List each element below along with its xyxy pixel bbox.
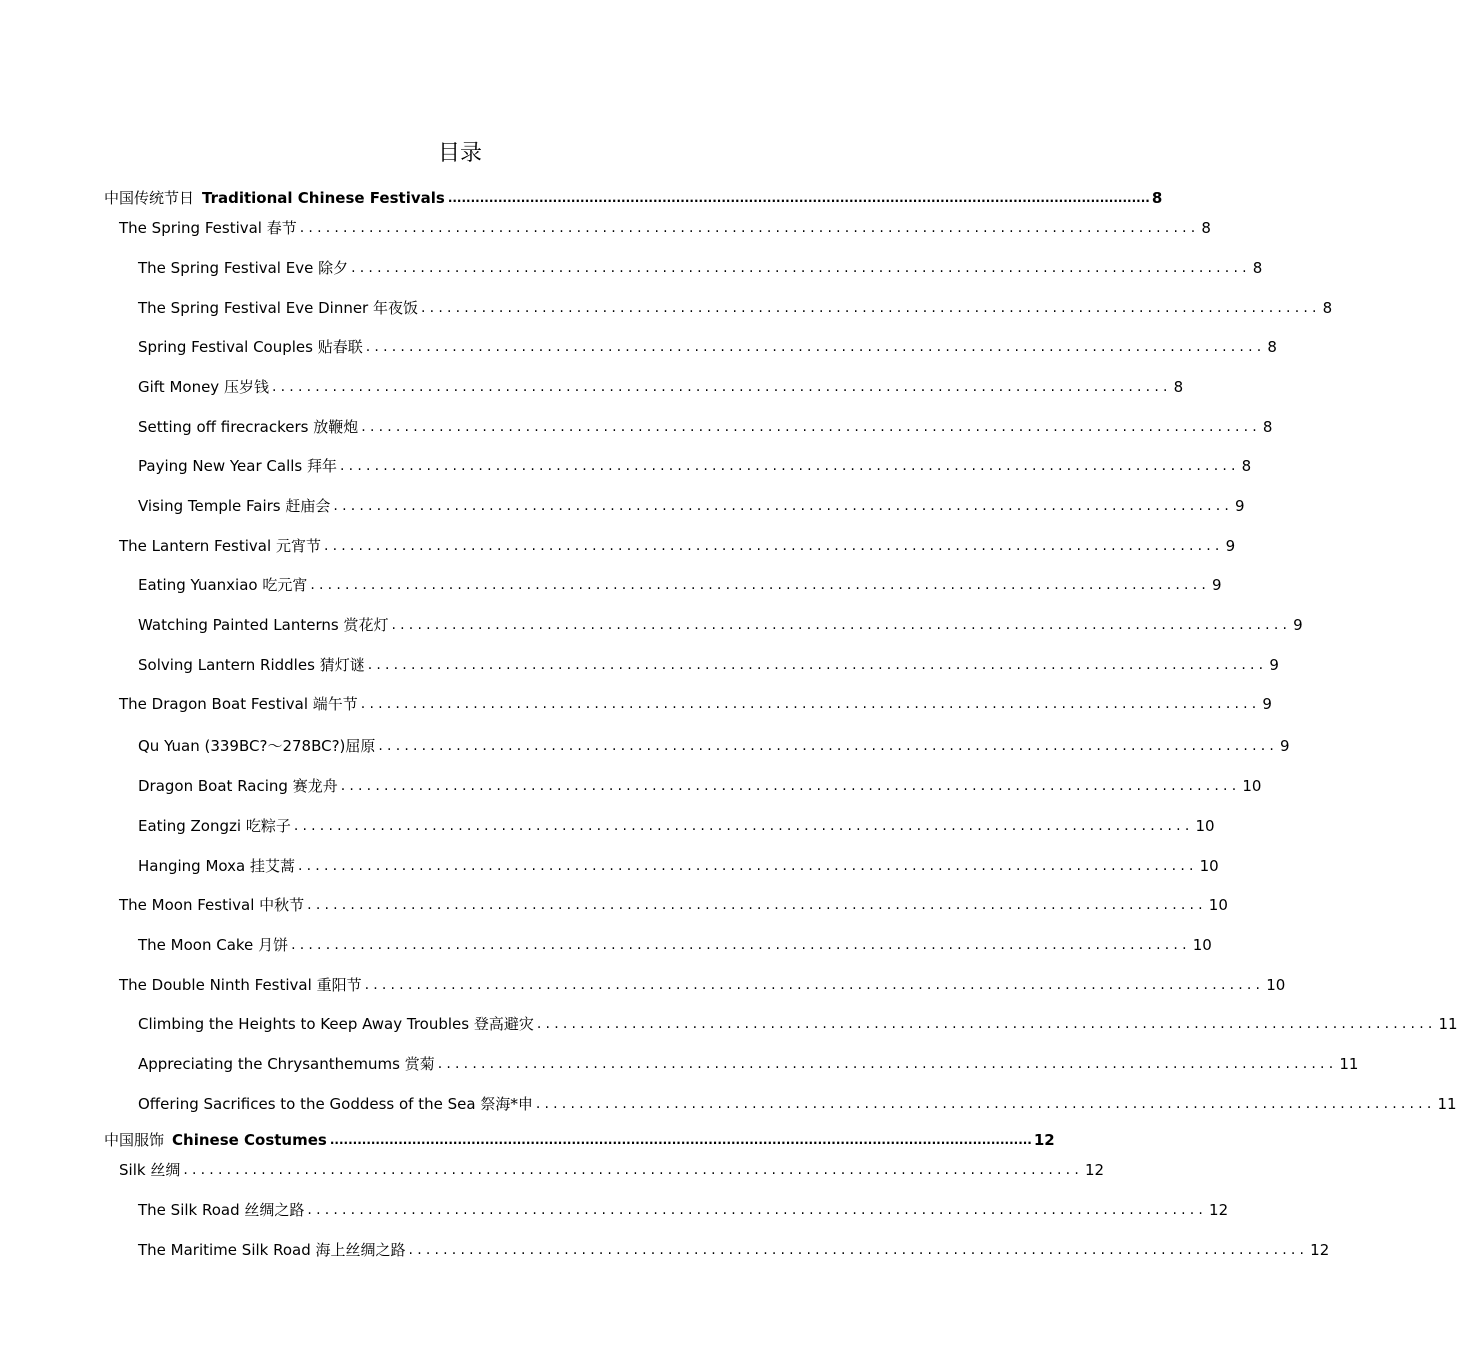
toc-entry-zh: 年夜饭 bbox=[373, 299, 419, 317]
toc-entry[interactable] bbox=[138, 494, 1245, 516]
toc-entry-zh: 吃粽子 bbox=[245, 817, 291, 835]
dot-leader: .......................................................................................................................................................... bbox=[329, 1133, 1032, 1147]
toc-entry[interactable] bbox=[138, 653, 1279, 675]
toc-entry-en: Eating Zongzi bbox=[138, 817, 242, 835]
toc-entry-page: 11 bbox=[1339, 1055, 1359, 1073]
dot-leader: ........................................................................................................ bbox=[291, 937, 1191, 953]
toc-entry-page: 10 bbox=[1242, 777, 1262, 795]
toc-entry-page: 8 bbox=[1151, 189, 1163, 207]
dot-leader: ........................................................................................................ bbox=[378, 738, 1279, 754]
toc-entry-zh: 挂艾蒿 bbox=[249, 857, 295, 875]
dot-leader: ........................................................................................................ bbox=[307, 1202, 1208, 1218]
toc-entry[interactable] bbox=[119, 973, 1286, 995]
toc-entry[interactable] bbox=[138, 933, 1212, 955]
toc-entry-page: 9 bbox=[1280, 737, 1290, 755]
toc-entry[interactable] bbox=[119, 1158, 1105, 1180]
toc-entry-page: 12 bbox=[1209, 1201, 1229, 1219]
dot-leader: ........................................................................................................ bbox=[307, 897, 1207, 913]
toc-entry-en: Hanging Moxa bbox=[138, 857, 246, 875]
dot-leader: ........................................................................................................ bbox=[293, 818, 1194, 834]
toc-entry[interactable] bbox=[138, 1052, 1359, 1074]
toc-entry[interactable] bbox=[104, 1128, 1055, 1150]
toc-entry-en: Offering Sacrifices to the Goddess of the Sea bbox=[138, 1095, 476, 1113]
dot-leader: ........................................................................................................ bbox=[536, 1016, 1437, 1032]
toc-entry[interactable] bbox=[138, 854, 1219, 876]
dot-leader: ........................................................................................................ bbox=[299, 220, 1200, 236]
dot-leader: ........................................................................................................ bbox=[272, 379, 1172, 395]
toc-entry-zh: 海上丝绸之路 bbox=[315, 1241, 406, 1259]
toc-entry-zh: 中国服饰 bbox=[104, 1131, 165, 1149]
toc-entry-page: 10 bbox=[1199, 857, 1219, 875]
toc-entry-zh: 月饼 bbox=[258, 936, 289, 954]
toc-entry-page: 8 bbox=[1322, 299, 1333, 317]
dot-leader: ........................................................................................................ bbox=[364, 977, 1265, 993]
toc-entry-en: Climbing the Heights to Keep Away Troubles bbox=[138, 1015, 470, 1033]
toc-entry-en: Setting off firecrackers bbox=[138, 418, 309, 436]
toc-entry-zh: 吃元宵 bbox=[262, 576, 308, 594]
toc-entry-zh: 放鞭炮 bbox=[313, 418, 359, 436]
toc-entry-en: Vising Temple Fairs bbox=[138, 497, 281, 515]
toc-entry-zh: 中国传统节日 bbox=[104, 189, 195, 207]
dot-leader: ........................................................................................................ bbox=[340, 458, 1240, 474]
toc-entry-page: 8 bbox=[1262, 418, 1273, 436]
toc-entry-page: 9 bbox=[1225, 537, 1236, 555]
dot-leader: ........................................................................................................ bbox=[323, 538, 1224, 554]
toc-entry-page: 8 bbox=[1201, 219, 1211, 237]
toc-entry-zh: 猜灯谜 bbox=[319, 656, 365, 674]
toc-entry-page: 9 bbox=[1269, 656, 1279, 674]
toc-entry[interactable] bbox=[138, 256, 1263, 278]
toc-entry-en: The Lantern Festival bbox=[119, 537, 272, 555]
dot-leader: ........................................................................................................ bbox=[421, 300, 1321, 316]
toc-entry[interactable] bbox=[119, 893, 1228, 915]
toc-entry-en: The Spring Festival Eve bbox=[138, 259, 314, 277]
toc-entry[interactable] bbox=[138, 1092, 1457, 1114]
toc-entry-page: 12 bbox=[1084, 1161, 1105, 1179]
dot-leader: ........................................................................................................ bbox=[437, 1056, 1338, 1072]
toc-entry-page: 9 bbox=[1212, 576, 1222, 594]
toc-entry[interactable] bbox=[138, 573, 1222, 595]
toc-entry-en: The Silk Road bbox=[138, 1201, 240, 1219]
toc-entry-page: 8 bbox=[1252, 259, 1263, 277]
toc-entry-en: Gift Money bbox=[138, 378, 220, 396]
dot-leader: ........................................................................................................ bbox=[391, 617, 1292, 633]
toc-entry[interactable] bbox=[119, 216, 1211, 238]
toc-entry-en: The Dragon Boat Festival bbox=[119, 695, 308, 713]
toc-entry[interactable] bbox=[138, 1198, 1229, 1220]
toc-entry[interactable] bbox=[138, 774, 1262, 796]
toc-entry-zh: 贴春联 bbox=[317, 338, 363, 356]
toc-entry-page: 10 bbox=[1208, 896, 1228, 914]
toc-entry-en: The Moon Festival bbox=[119, 896, 255, 914]
toc-entry-zh: 丝绸之路 bbox=[244, 1201, 305, 1219]
toc-entry-page: 8 bbox=[1241, 457, 1252, 475]
toc-entry-en: Solving Lantern Riddles bbox=[138, 656, 315, 674]
toc-entry-page: 10 bbox=[1195, 817, 1215, 835]
toc-entry[interactable] bbox=[138, 734, 1290, 756]
toc-entry-en: The Spring Festival Eve Dinner bbox=[138, 299, 369, 317]
toc-entry-zh: 屈原 bbox=[345, 737, 376, 755]
toc-entry-zh: 祭海*申 bbox=[480, 1095, 533, 1113]
toc-entry[interactable] bbox=[104, 186, 1163, 208]
dot-leader: ........................................................................................................ bbox=[351, 260, 1251, 276]
toc-entry-zh: 赶庙会 bbox=[285, 497, 331, 515]
toc-entry[interactable] bbox=[138, 335, 1277, 357]
dot-leader: ........................................................................................................ bbox=[535, 1096, 1436, 1112]
toc-entry-page: 10 bbox=[1192, 936, 1212, 954]
toc-entry-page: 9 bbox=[1293, 616, 1303, 634]
toc-entry-page: 11 bbox=[1437, 1095, 1457, 1113]
toc-entry[interactable] bbox=[138, 454, 1252, 476]
toc-entry-page: 9 bbox=[1235, 497, 1245, 515]
dot-leader: ........................................................................................................ bbox=[183, 1162, 1083, 1178]
toc-entry-en: Appreciating the Chrysanthemums bbox=[138, 1055, 400, 1073]
toc-entry-zh: 春节 bbox=[266, 219, 297, 237]
toc-entry-en: Silk bbox=[119, 1161, 146, 1179]
toc-entry-zh: 除夕 bbox=[318, 259, 349, 277]
dot-leader: ........................................................................................................ bbox=[333, 498, 1234, 514]
toc-entry[interactable] bbox=[119, 692, 1272, 714]
toc-entry-zh: 赏花灯 bbox=[343, 616, 389, 634]
toc-entry-page: 11 bbox=[1438, 1015, 1458, 1033]
dot-leader: ........................................................................................................ bbox=[340, 778, 1241, 794]
dot-leader: ........................................................................................................ bbox=[367, 657, 1268, 673]
toc-entry[interactable] bbox=[138, 296, 1333, 318]
dot-leader: ........................................................................................................ bbox=[408, 1242, 1309, 1258]
toc-entry[interactable] bbox=[138, 613, 1303, 635]
toc-entry-en: The Moon Cake bbox=[138, 936, 254, 954]
toc-entry-zh: 拜年 bbox=[307, 457, 338, 475]
toc-entry-page: 9 bbox=[1262, 695, 1272, 713]
toc-entry-en: Paying New Year Calls bbox=[138, 457, 303, 475]
toc-entry[interactable] bbox=[119, 534, 1236, 556]
toc-entry-zh: 端午节 bbox=[312, 695, 358, 713]
toc-entry-page: 12 bbox=[1033, 1131, 1055, 1149]
toc-entry-en: Chinese Costumes bbox=[172, 1131, 327, 1149]
toc-entry-en: The Double Ninth Festival bbox=[119, 976, 312, 994]
toc-entry-zh: 压岁钱 bbox=[223, 378, 269, 396]
toc-entry-zh: 中秋节 bbox=[259, 896, 305, 914]
toc-entry-page: 12 bbox=[1310, 1241, 1330, 1259]
toc-entry-en: Qu Yuan (339BC?～278BC?) bbox=[138, 737, 346, 755]
toc-entry-en: The Maritime Silk Road bbox=[138, 1241, 311, 1259]
toc-entry-zh: 丝绸 bbox=[150, 1161, 181, 1179]
dot-leader: ........................................................................................................ bbox=[298, 858, 1198, 874]
toc-entry-en: Dragon Boat Racing bbox=[138, 777, 288, 795]
toc-entry-zh: 登高避灾 bbox=[473, 1015, 534, 1033]
toc-entry-page: 8 bbox=[1267, 338, 1277, 356]
toc-entry[interactable] bbox=[138, 814, 1215, 836]
toc-entry-zh: 赏菊 bbox=[404, 1055, 435, 1073]
toc-entry[interactable] bbox=[138, 1012, 1458, 1034]
toc-entry-en: Eating Yuanxiao bbox=[138, 576, 258, 594]
toc-entry-en: Watching Painted Lanterns bbox=[138, 616, 339, 634]
page-title: 目录 bbox=[437, 141, 482, 166]
toc-entry-zh: 元宵节 bbox=[275, 537, 321, 555]
dot-leader: ........................................................................................................ bbox=[360, 696, 1261, 712]
toc-entry-en: Traditional Chinese Festivals bbox=[202, 189, 445, 207]
toc-entry[interactable] bbox=[138, 1238, 1330, 1260]
dot-leader: ........................................................................................................ bbox=[361, 419, 1261, 435]
dot-leader: ........................................................................................................ bbox=[310, 577, 1210, 593]
dot-leader: .......................................................................................................................................................... bbox=[447, 191, 1150, 205]
toc-entry-page: 8 bbox=[1173, 378, 1184, 396]
toc-entry[interactable] bbox=[138, 415, 1273, 437]
dot-leader: ........................................................................................................ bbox=[365, 339, 1266, 355]
toc-entry-en: Spring Festival Couples bbox=[138, 338, 313, 356]
toc-entry-page: 10 bbox=[1266, 976, 1286, 994]
toc-entry-zh: 重阳节 bbox=[316, 976, 362, 994]
toc-entry-en: The Spring Festival bbox=[119, 219, 262, 237]
toc-entry[interactable] bbox=[138, 375, 1184, 397]
toc-entry-zh: 赛龙舟 bbox=[292, 777, 338, 795]
